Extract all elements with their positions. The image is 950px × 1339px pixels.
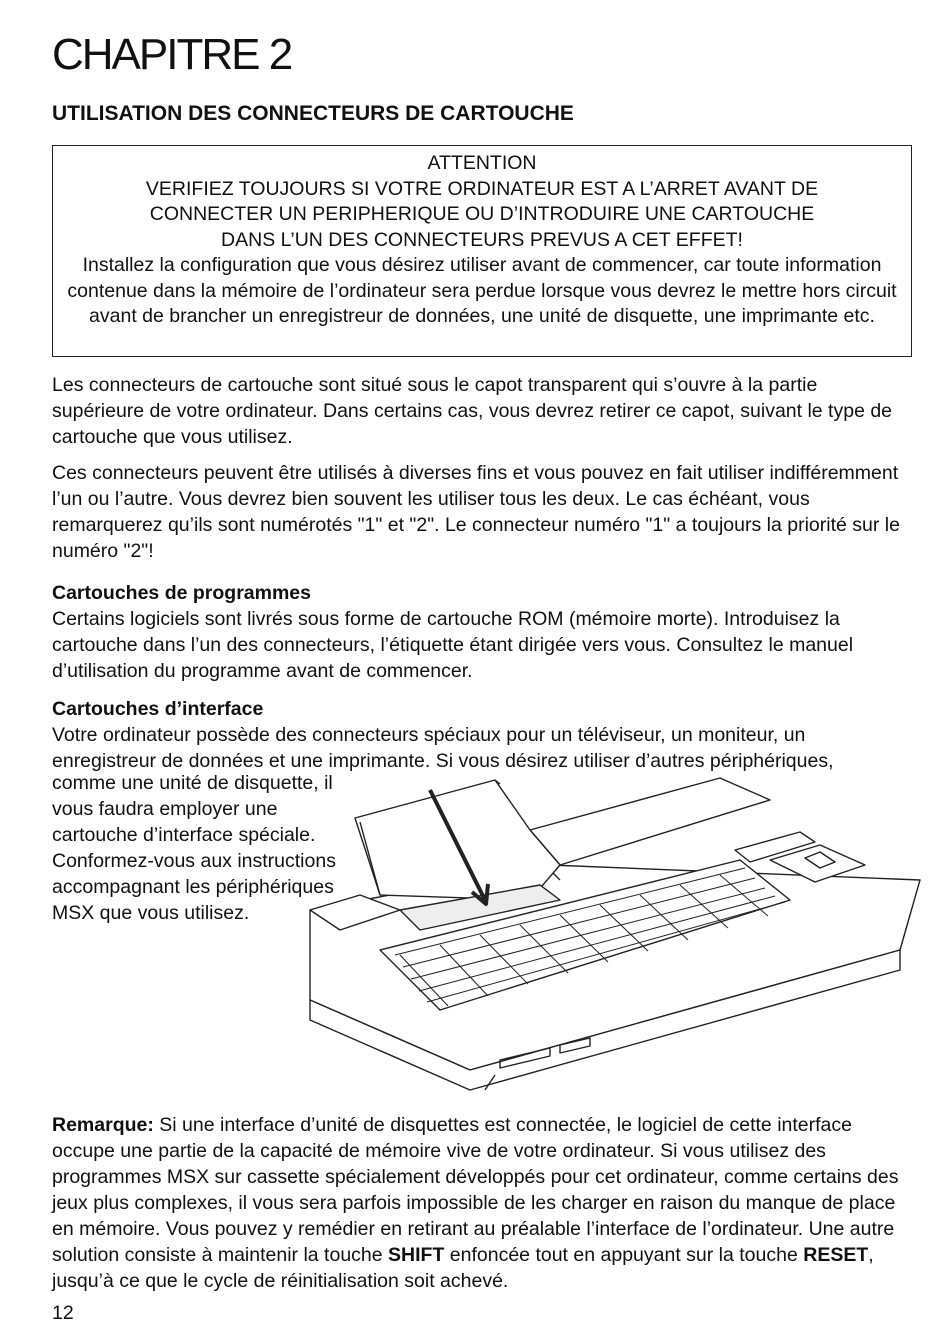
programs-section bbox=[52, 580, 912, 684]
warning-heading: ATTENTION bbox=[427, 152, 537, 174]
note-paragraph bbox=[52, 1112, 912, 1294]
note-text-a: Si une interface d’unité de disquettes est connectée, le logiciel de cette interface occupe une partie de la capacité de mémoire vive de votre ordinateur. Si vous utilisez des programmes MSX sur cassette spécialement développés pour cet ordinateur, comme certains des jeux plus complexes, il vous sera parfois impossible de les charger en raison du manque de place en mémoire. Vous pouvez y remédier en retirant au préalable l’interface de l’ordinateur. Une autre solution consiste à maintenir la touche bbox=[52, 1114, 899, 1266]
paragraph-usage: Ces connecteurs peuvent être utilisés à diverses fins et vous pouvez en fait utiliser indifféremment l’un ou l’autre. Vous devrez bien souvent les utiliser tous les deux. Le cas échéant, vous remarquerez qu’ils sont numérotés "1" et "2". Le connecteur numéro "1" a toujours la priorité sur le numéro "2"! bbox=[52, 462, 900, 562]
warning-box bbox=[52, 145, 912, 357]
note-label: Remarque: bbox=[52, 1114, 154, 1136]
page-number: 12 bbox=[52, 1302, 74, 1324]
programs-heading: Cartouches de programmes bbox=[52, 582, 311, 604]
programs-text: Certains logiciels sont livrés sous forme de cartouche ROM (mémoire morte). Introduisez la cartouche dans l’un des connecteurs, l’étiquette étant dirigée vers vous. Consultez le manuel d’utilisation du programme avant de commencer. bbox=[52, 608, 854, 682]
note-text-c: , jusqu’à ce que le cycle de réinitialisation soit achevé. bbox=[52, 1244, 874, 1292]
interface-heading: Cartouches d’interface bbox=[52, 698, 264, 720]
shift-key-label: SHIFT bbox=[388, 1244, 445, 1266]
paragraph-connectors: Les connecteurs de cartouche sont situé sous le capot transparent qui s’ouvre à la partie supérieure de votre ordinateur. Dans certains cas, vous devrez retirer ce capot, suivant le type de cartouche que vous utilisez. bbox=[52, 374, 893, 448]
interface-text: Votre ordinateur possède des connecteurs spéciaux pour un téléviseur, un moniteur, un enregistreur de données et une imprimante. Si vous désirez utiliser d’autres périphériques, bbox=[52, 724, 834, 772]
note-text-b: enfoncée tout en appuyant sur la touche bbox=[444, 1244, 804, 1266]
msx-computer-illustration bbox=[300, 770, 930, 1100]
section-title: UTILISATION DES CONNECTEURS DE CARTOUCHE bbox=[52, 102, 574, 125]
interface-section bbox=[52, 696, 912, 774]
warning-body: Installez la configuration que vous désirez utiliser avant de commencer, car toute information contenue dans la mémoire de l’ordinateur sera perdue lorsque vous devrez le mettre hors circuit avant de brancher un enregistreur de données, une unité de disquette, une imprimante etc. bbox=[67, 254, 897, 327]
reset-key-label: RESET bbox=[803, 1244, 869, 1266]
interface-side-text: comme une unité de disquette, il vous faudra employer une cartouche d’interface spéciale. Conformez-vous aux instructions accompagnant les périphériques MSX que vous utilisez. bbox=[52, 772, 336, 924]
warning-caps-text: VERIFIEZ TOUJOURS SI VOTRE ORDINATEUR EST A L’ARRET AVANT DE CONNECTER UN PERIPHERIQUE OU D’INTRODUIRE UNE CARTOUCHE DANS L’UN DES CONNECTEURS PREVUS A CET EFFET! bbox=[145, 177, 819, 251]
chapter-title: CHAPITRE 2 bbox=[52, 30, 292, 79]
